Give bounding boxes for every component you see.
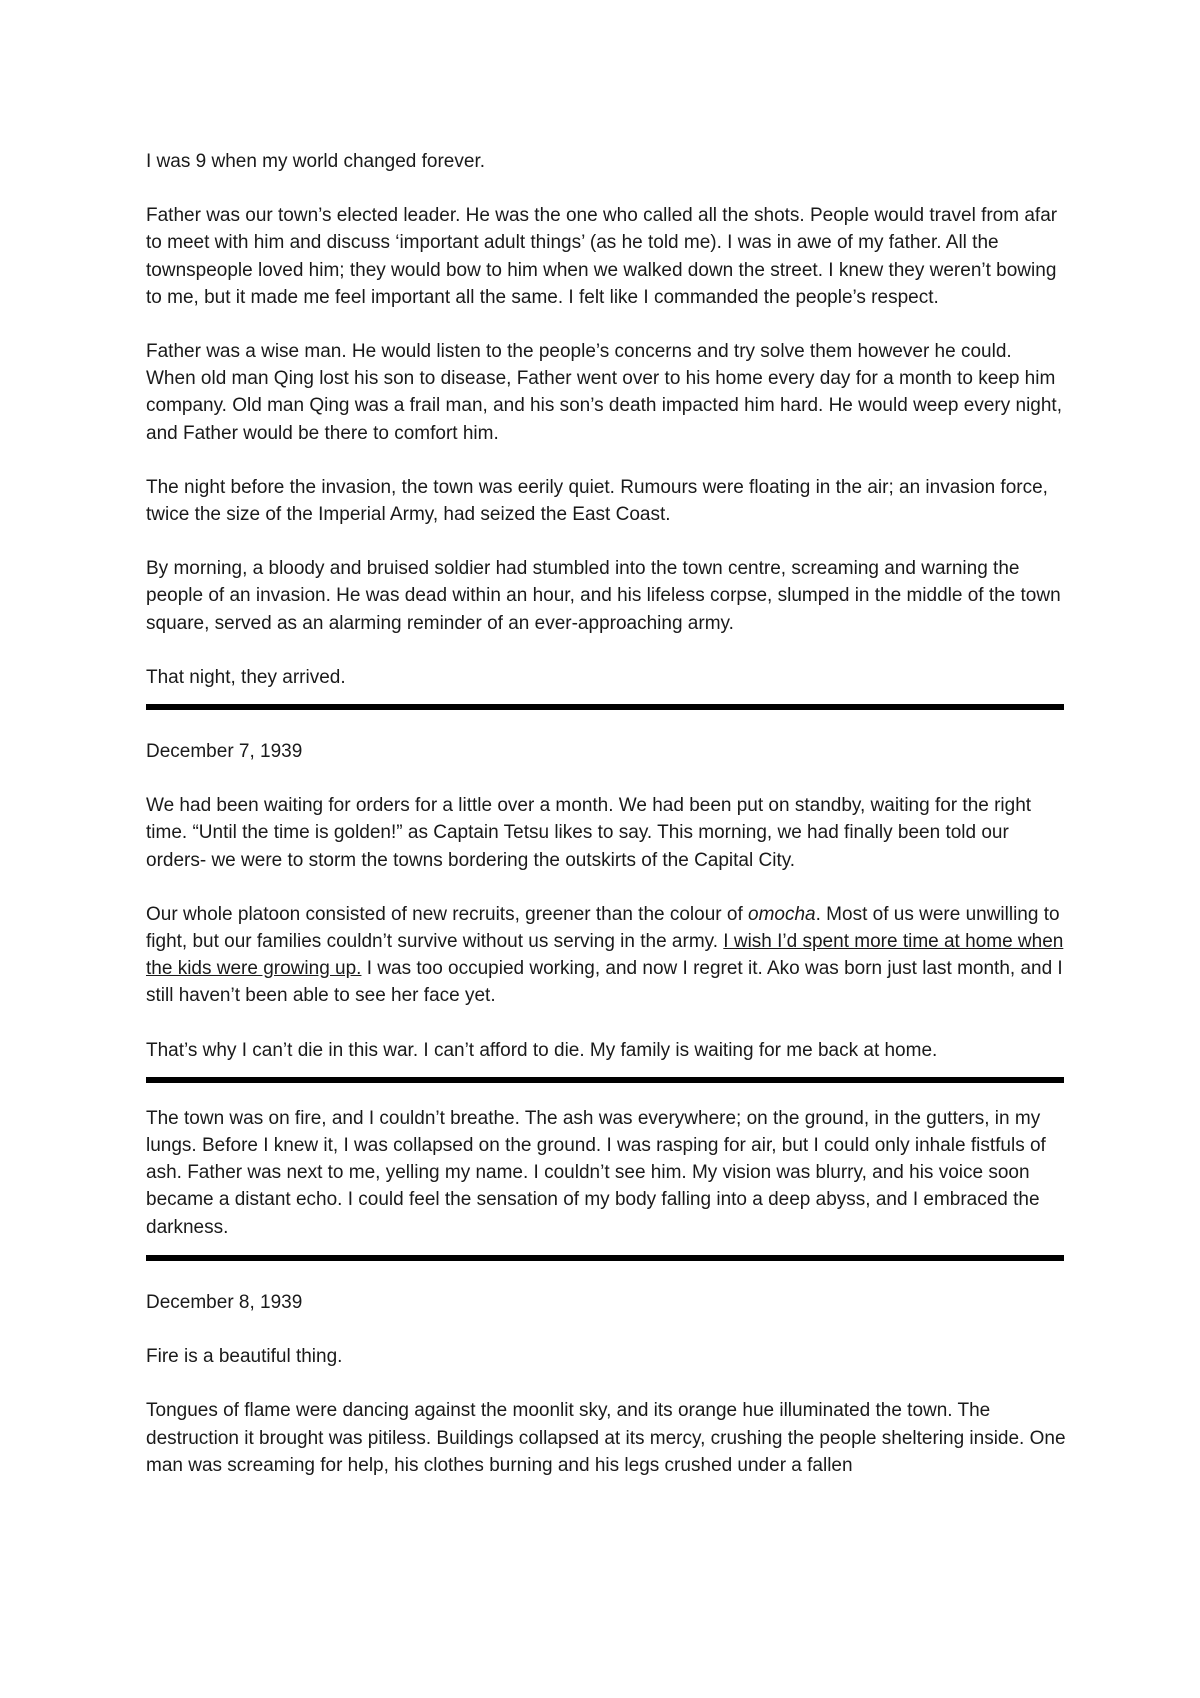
- diary-date: December 8, 1939: [146, 1291, 303, 1313]
- text-span: Our whole platoon consisted of new recruits, greener than the colour of: [146, 903, 749, 925]
- paragraph-fire-collapse: The town was on fire, and I couldn’t breathe. The ash was everywhere; on the ground, in the gutters, in my lungs. Before I knew it, I was collapsed on the ground. I was rasping for air, but I could only inhale fistfuls of ash. Father was next to me, yelling my name. I couldn’t see him. My vision was blurry, and his voice soon became a distant echo. I could feel the sensation of my body falling into a deep abyss, and I embraced the darkness.: [146, 1107, 1046, 1238]
- section-divider: [146, 704, 1064, 710]
- section-town-on-fire: [146, 1105, 1066, 1241]
- underlined-text: I wish I’d spent more time at home when the kids were growing up.: [146, 931, 1064, 980]
- paragraph-night-before: The night before the invasion, the town was eerily quiet. Rumours were floating in the air; an invasion force, twice the size of the Imperial Army, had seized the East Coast.: [146, 476, 1048, 526]
- paragraph-orders: We had been waiting for orders for a little over a month. We had been put on standby, waiting for the right time. “Until the time is golden!” as Captain Tetsu likes to say. This morning, we had finally been told our orders- we were to storm the towns bordering the outskirts of the Capital City.: [146, 795, 1032, 871]
- section-divider: [146, 1255, 1064, 1261]
- diary-date: December 7, 1939: [146, 741, 303, 763]
- paragraph-cant-die: That’s why I can’t die in this war. I can’t afford to die. My family is waiting for me back at home.: [146, 1039, 938, 1061]
- text-span: . Most of us were unwilling to fight, but our families couldn’t survive without us serving in the army.: [146, 903, 1060, 953]
- document-body: [146, 148, 1066, 1479]
- section-diary-dec-8: [146, 1289, 1066, 1479]
- paragraph-fire-beautiful: Fire is a beautiful thing.: [146, 1346, 343, 1368]
- paragraph-father-wise: Father was a wise man. He would listen to the people’s concerns and try solve them however he could. When old man Qing lost his son to disease, Father went over to his home every day for a month to keep him company. Old man Qing was a frail man, and his son’s death impacted him hard. He would weep every night, and Father would be there to comfort him.: [146, 341, 1062, 444]
- paragraph-opening: I was 9 when my world changed forever.: [146, 151, 486, 172]
- section-childhood-narrative: [146, 148, 1066, 691]
- paragraph-arrival: That night, they arrived.: [146, 666, 346, 688]
- paragraph-flames: Tongues of flame were dancing against the moonlit sky, and its orange hue illuminated the town. The destruction it brought was pitiless. Buildings collapsed at its mercy, crushing the people sheltering inside. One man was screaming for help, his clothes burning and his legs crushed under a fallen: [146, 1400, 1066, 1476]
- text-span: I was too occupied working, and now I regret it. Ako was born just last month, and I still haven’t been able to see her face yet.: [146, 958, 1063, 1007]
- paragraph-platoon: [146, 901, 1066, 1010]
- paragraph-soldier-warning: By morning, a bloody and bruised soldier had stumbled into the town centre, screaming and warning the people of an invasion. He was dead within an hour, and his lifeless corpse, slumped in the middle of the town square, served as an alarming reminder of an ever-approaching army.: [146, 558, 1061, 634]
- italic-term: omocha: [748, 903, 816, 925]
- paragraph-father-leader: Father was our town’s elected leader. He was the one who called all the shots. People would travel from afar to meet with him and discuss ‘important adult things’ (as he told me). I was in awe of my father. All the townspeople loved him; they would bow to him when we walked down the street. I knew they weren’t bowing to me, but it made me feel important all the same. I felt like I commanded the people’s respect.: [146, 205, 1058, 308]
- section-divider: [146, 1077, 1064, 1083]
- section-diary-dec-7: [146, 738, 1066, 1064]
